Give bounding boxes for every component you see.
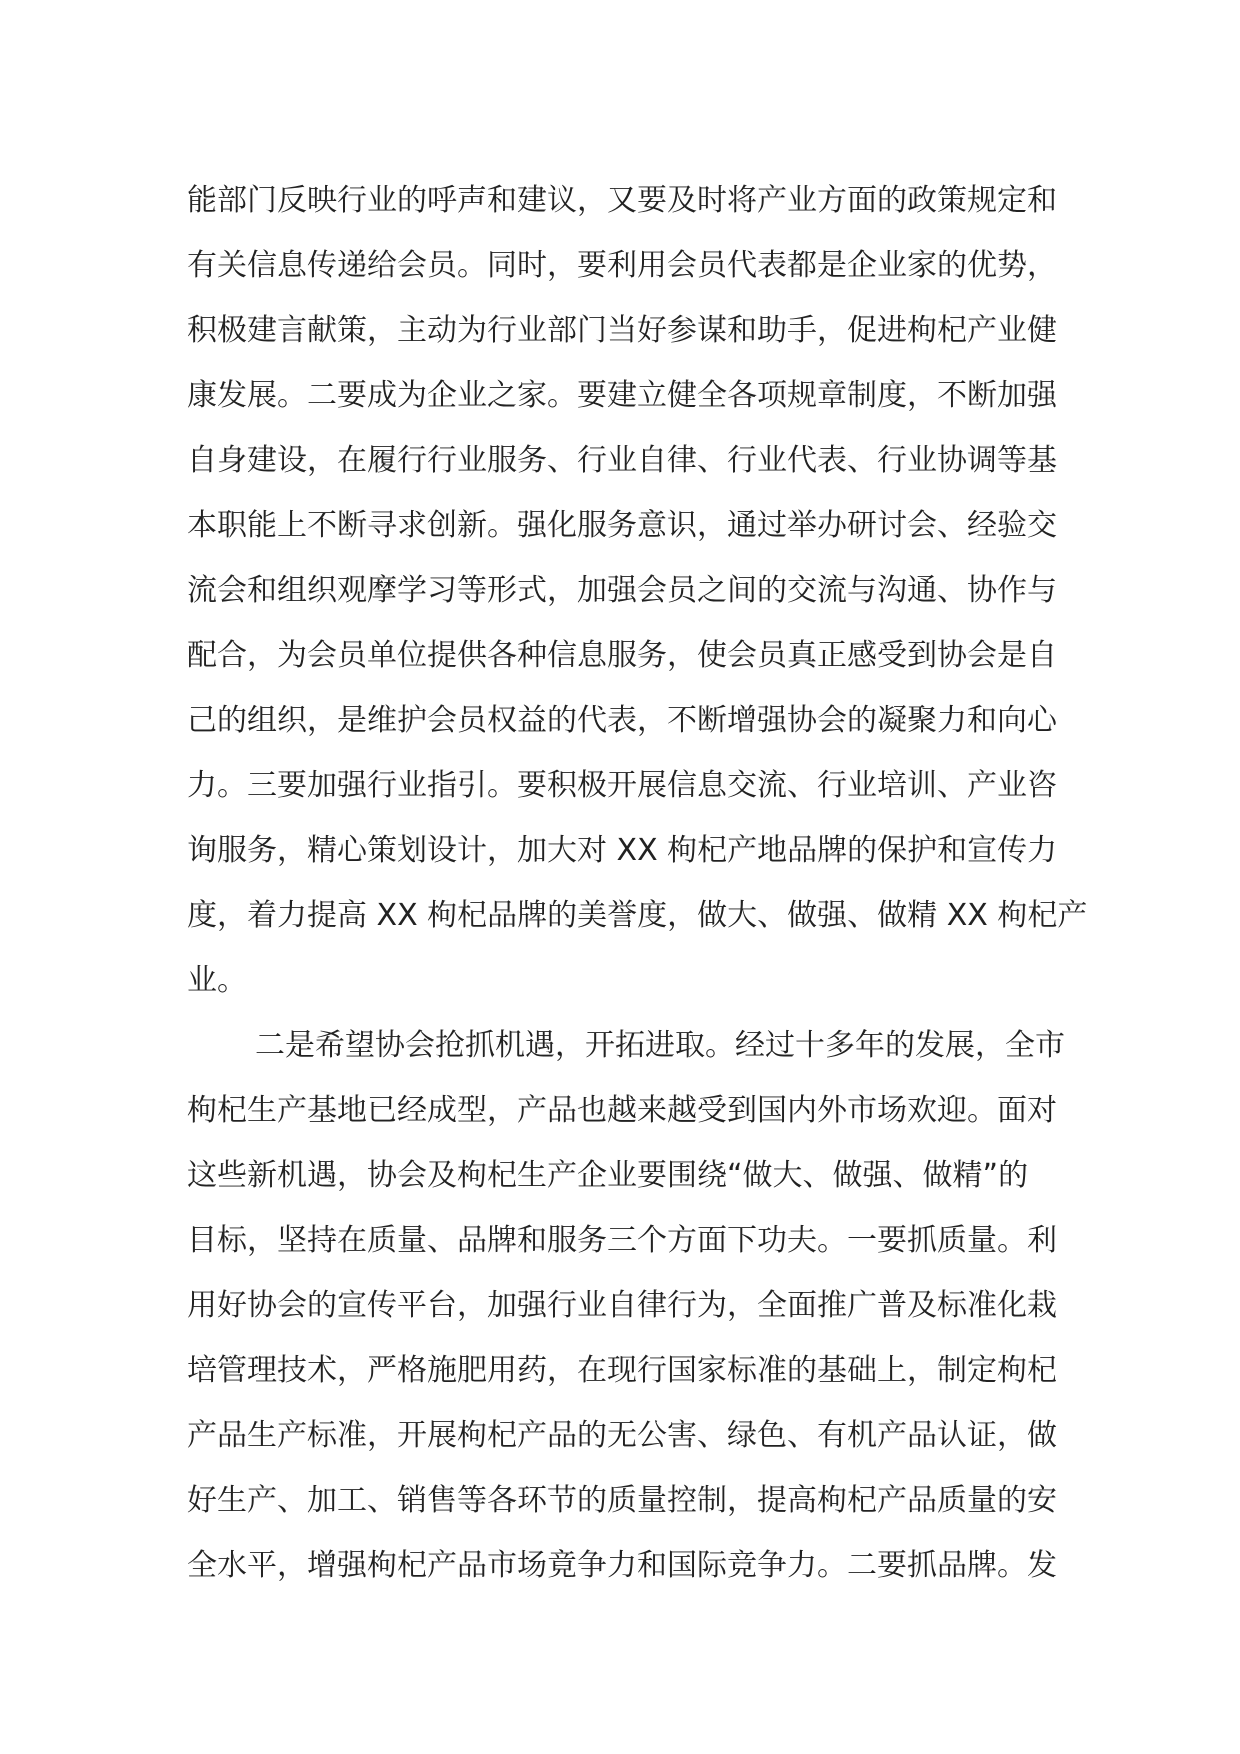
text-line: 康发展。二要成为企业之家。要建立健全各项规章制度，不断加强	[187, 378, 1057, 413]
text-line: 能部门反映行业的呼声和建议，又要及时将产业方面的政策规定和	[187, 183, 1057, 218]
text-line: 流会和组织观摩学习等形式，加强会员之间的交流与沟通、协作与	[187, 573, 1057, 608]
text-line: 度，着力提高 XX 枸杞品牌的美誉度，做大、做强、做精 XX 枸杞产	[187, 898, 1088, 933]
text-line: 好生产、加工、销售等各环节的质量控制，提高枸杞产品质量的安	[187, 1483, 1057, 1518]
text-line: 本职能上不断寻求创新。强化服务意识，通过举办研讨会、经验交	[187, 508, 1057, 543]
paragraph-start-line: 二是希望协会抢抓机遇，开拓进取。经过十多年的发展，全市	[255, 1028, 1065, 1063]
text-line: 己的组织，是维护会员权益的代表，不断增强协会的凝聚力和向心	[187, 703, 1057, 738]
text-line: 配合，为会员单位提供各种信息服务，使会员真正感受到协会是自	[187, 638, 1057, 673]
text-line: 积极建言献策，主动为行业部门当好参谋和助手，促进枸杞产业健	[187, 313, 1057, 348]
text-line: 产品生产标准，开展枸杞产品的无公害、绿色、有机产品认证，做	[187, 1418, 1057, 1453]
text-line: 自身建设，在履行行业服务、行业自律、行业代表、行业协调等基	[187, 443, 1057, 478]
text-line: 枸杞生产基地已经成型，产品也越来越受到国内外市场欢迎。面对	[187, 1093, 1057, 1128]
text-line: 有关信息传递给会员。同时，要利用会员代表都是企业家的优势，	[187, 248, 1057, 283]
text-line: 目标，坚持在质量、品牌和服务三个方面下功夫。一要抓质量。利	[187, 1223, 1057, 1258]
text-line: 力。三要加强行业指引。要积极开展信息交流、行业培训、产业咨	[187, 768, 1057, 803]
text-line: 全水平，增强枸杞产品市场竟争力和国际竞争力。二要抓品牌。发	[187, 1548, 1057, 1583]
text-line: 询服务，精心策划设计，加大对 XX 枸杞产地品牌的保护和宣传力	[187, 833, 1058, 868]
body-text	[187, 168, 1088, 1598]
text-line: 培管理技术，严格施肥用药，在现行国家标准的基础上，制定枸杞	[187, 1353, 1057, 1388]
text-line: 业。	[187, 963, 247, 998]
text-line: 用好协会的宣传平台，加强行业自律行为，全面推广普及标准化栽	[187, 1288, 1057, 1323]
text-line: 这些新机遇，协会及枸杞生产企业要围绕“做大、做强、做精”的	[187, 1158, 1029, 1193]
